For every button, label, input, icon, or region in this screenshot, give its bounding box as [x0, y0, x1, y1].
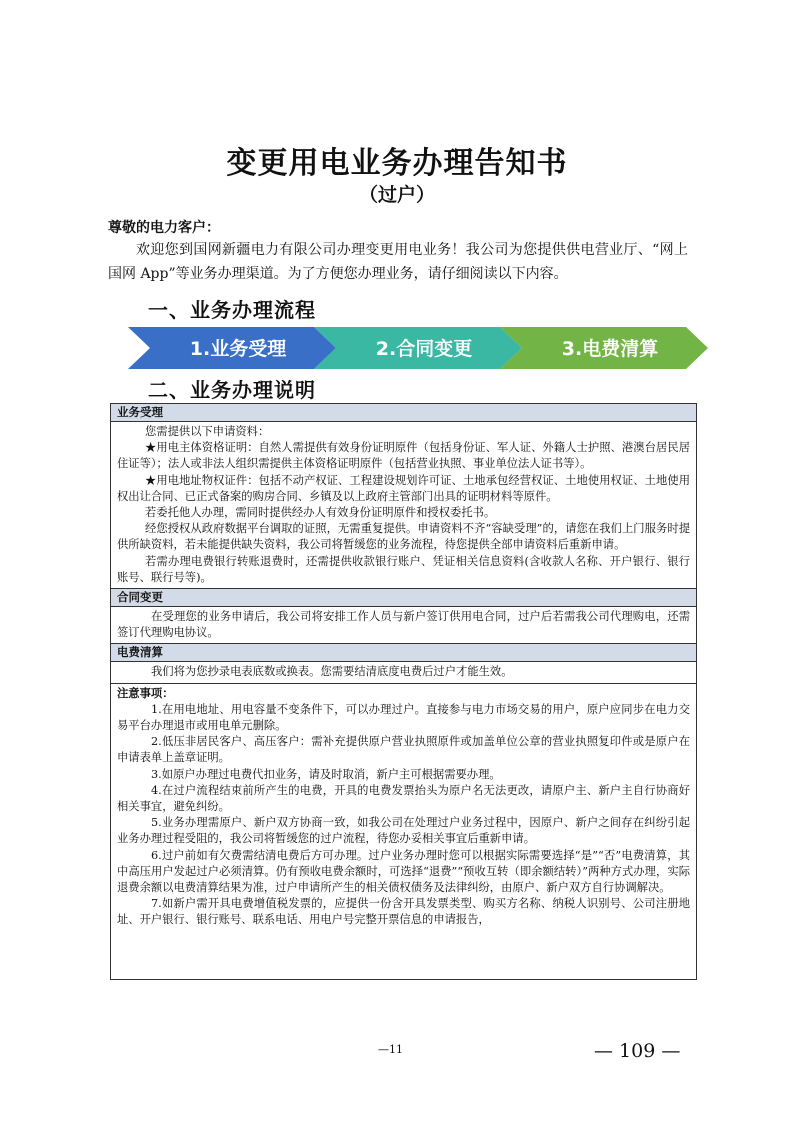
process-flow — [128, 327, 708, 369]
section-heading-process: 一、业务办理流程 — [148, 298, 316, 322]
business-line: 若委托他人办理，需同时提供经办人有效身份证明原件和授权委托书。 — [145, 506, 496, 520]
section-heading-instructions: 二、业务办理说明 — [148, 378, 316, 402]
flow-step-label: 3.电费清算 — [561, 338, 659, 360]
fee-settlement-text: 我们将为您抄录电表底数或换表。您需要结清底度电费后过户才能生效。 — [151, 665, 513, 679]
page-title: 变更用电业务办理告知书 — [226, 146, 568, 181]
note-item: 1.在用电地址、用电容量不变条件下，可以办理过户。直接参与电力市场交易的用户，原户应同步在电力交易平台办理退市或用电单元删除。 — [117, 702, 690, 733]
intro-paragraph — [108, 238, 688, 286]
page-number: — 109 — — [594, 1040, 681, 1062]
business-acceptance-body — [111, 422, 696, 589]
page-number-small: —11 — [378, 1043, 403, 1056]
instructions-table — [110, 403, 697, 980]
page-subtitle: （过户） — [358, 184, 435, 206]
business-line: 若需办理电费银行转账退费时，还需提供收款银行账户、凭证相关信息资料(含收款人名称、开户银行、银行账号、联行号等)。 — [117, 554, 690, 584]
greeting: 尊敬的电力客户： — [108, 220, 220, 236]
process-flow-arrows — [128, 327, 708, 369]
contract-change-text: 在受理您的业务申请后，我公司将安排工作人员与新户签订供用电合同，过户后若需我公司代理购电，还需签订代理购电协议。 — [117, 610, 690, 640]
note-item: 2.低压非居民客户、高压客户：需补充提供原户营业执照原件或加盖单位公章的营业执照复印件或是原户在申请表单上盖章证明。 — [117, 735, 690, 765]
notes-title: 注意事项： — [117, 686, 174, 700]
note-item: 5.业务办理需原户、新户双方协商一致，如我公司在处理过户业务过程中，因原户、新户之间存在纠纷引起业务办理过程受阻的，我公司将暂缓您的过户流程，待您办妥相关事宜后重新申请。 — [117, 816, 690, 846]
note-item: 6.过户前如有欠费需结清电费后方可办理。过户业务办理时您可以根据实际需要选择“是”“否”电费清算，其中高压用户发起过户必须清算。仍有预收电费余额时，可选择“退费”“预收互转（即余额结转）”两种方式办理，实际退费余额以电费清算结果为准，过户申请所产生的相关债权债务及法律纠纷，由原户、新户双方自行协调解决。 — [117, 848, 690, 895]
business-line: 经您授权从政府数据平台调取的证照，无需重复提供。申请资料不齐“容缺受理”的，请您在我们上门服务时提供所缺资料，若未能提供缺失资料，我公司将暂缓您的业务流程，待您提供全部申请资料后重新申请。 — [117, 522, 690, 552]
contract-change-header: 合同变更 — [111, 589, 696, 607]
business-line: ★用电地址物权证件：包括不动产权证、工程建设规划许可证、土地承包经营权证、土地使用权证、土地使用权出让合同、已正式备案的购房合同、乡镇及以上政府主管部门出具的证明材料等原件。 — [117, 473, 690, 503]
fee-settlement-header: 电费清算 — [111, 644, 696, 662]
business-line: ★用电主体资格证明：自然人需提供有效身份证明原件（包括身份证、军人证、外籍人士护照、港澳台居民居住证等）；法人或非法人组织需提供主体资格证明原件（包括营业执照、事业单位法人证书等）。 — [117, 441, 690, 471]
note-item: 4.在过户流程结束前所产生的电费，开具的电费发票抬头为原户名无法更改，请原户主、新户主自行协商好相关事宜，避免纠纷。 — [117, 783, 690, 814]
flow-step-label: 2.合同变更 — [375, 338, 473, 360]
note-item: 7.如新户需开具电费增值税发票的，应提供一份含开具发票类型、购买方名称、纳税人识别号、公司注册地址、开户银行、银行账号、联系电话、用电户号完整开票信息的申请报告， — [117, 897, 690, 927]
business-line: 您需提供以下申请资料： — [145, 425, 270, 438]
note-item: 3.如原户办理过电费代扣业务，请及时取消，新户主可根据需要办理。 — [151, 767, 501, 781]
intro-text: 欢迎您到国网新疆电力有限公司办理变更用电业务！我公司为您提供供电营业厅、“网上国网 App”等业务办理渠道。为了方便您办理业务，请仔细阅读以下内容。 — [108, 242, 688, 282]
notes-body — [111, 684, 696, 931]
contract-change-body — [111, 607, 696, 644]
business-acceptance-header: 业务受理 — [111, 404, 696, 422]
flow-step-label: 1.业务受理 — [189, 338, 287, 360]
fee-settlement-body — [111, 662, 696, 683]
